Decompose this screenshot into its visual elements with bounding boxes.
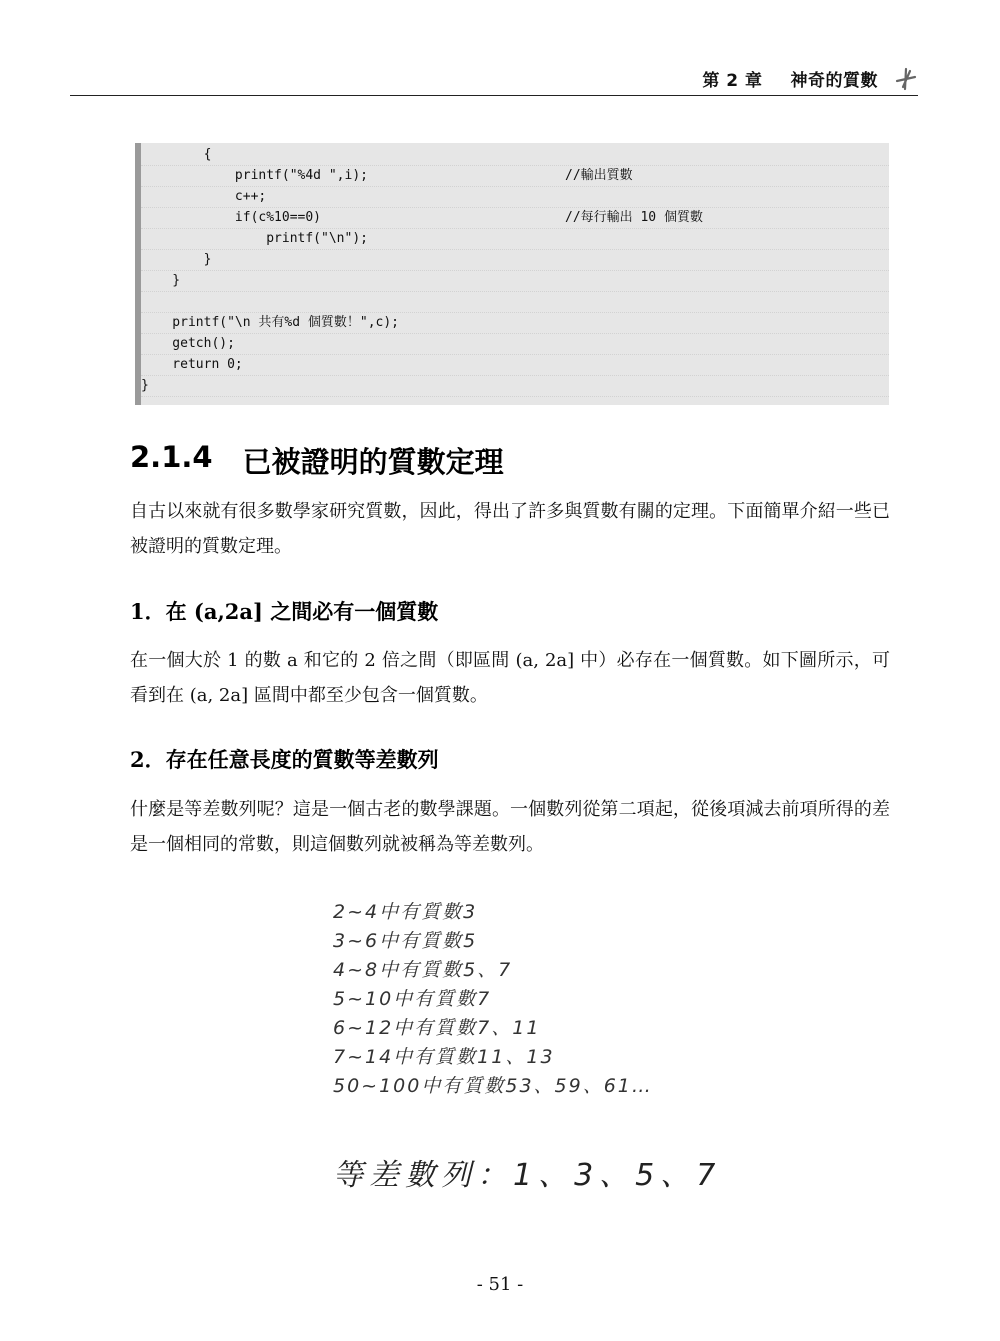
- code-line: printf("\n");: [141, 229, 889, 250]
- section-number: 2.1.4: [130, 440, 213, 474]
- handwritten-line: 5~10中有質數7: [333, 988, 492, 1010]
- theorem2-heading: 2．存在任意長度的質數等差數列: [130, 747, 439, 772]
- chapter-label: 第 2 章: [702, 71, 763, 91]
- section-heading: [130, 440, 504, 481]
- code-line: getch();: [141, 334, 889, 355]
- code-line: if(c%10==0) //每行輸出 10 個質數: [141, 208, 889, 229]
- code-line: }: [141, 271, 889, 292]
- theorem2-paragraph: 什麼是等差數列呢？這是一個古老的數學課題。一個數列從第二項起，從後項減去前項所得的差是一個相同的常數，則這個數列就被稱為等差數列。: [130, 799, 890, 855]
- section-title: 已被證明的質數定理: [242, 445, 504, 479]
- handwritten-sequence: 等差數列：1、3、5、7: [333, 1158, 722, 1193]
- code-line: }: [141, 376, 889, 397]
- handwritten-prime-list: [333, 898, 653, 1101]
- code-line: c++;: [141, 187, 889, 208]
- header-divider: [70, 95, 918, 96]
- theorem1-paragraph: 在一個大於 1 的數 a 和它的 2 倍之間（即區間 (a, 2a] 中）必存在一個質數。如下圖所示，可看到在 (a, 2a] 區間中都至少包含一個質數。: [130, 650, 890, 706]
- code-line: [141, 292, 889, 313]
- arrow-star-icon: [894, 67, 918, 91]
- code-line: printf("%4d ",i); //輸出質數: [141, 166, 889, 187]
- handwritten-line: 4~8中有質數5、7: [333, 959, 513, 981]
- page-number: - 51 -: [476, 1274, 524, 1295]
- running-header: [702, 66, 918, 91]
- code-line: }: [141, 250, 889, 271]
- handwritten-line: 3~6中有質數5: [333, 930, 478, 952]
- code-line: printf("\n 共有%d 個質數！",c);: [141, 313, 889, 334]
- code-listing: [135, 143, 889, 405]
- code-line: {: [141, 145, 889, 166]
- theorem1-heading: 1．在 (a,2a] 之間必有一個質數: [130, 599, 439, 624]
- code-comment: //輸出質數: [565, 168, 633, 183]
- handwritten-line: 50~100中有質數53、59、61…: [333, 1075, 653, 1097]
- chapter-title: 神奇的質數: [790, 71, 878, 91]
- handwritten-line: 2~4中有質數3: [333, 901, 478, 923]
- code-line: return 0;: [141, 355, 889, 376]
- handwritten-line: 7~14中有質數11、13: [333, 1046, 555, 1068]
- code-comment: //每行輸出 10 個質數: [565, 210, 703, 225]
- handwritten-line: 6~12中有質數7、11: [333, 1017, 541, 1039]
- intro-paragraph: 自古以來就有很多數學家研究質數，因此，得出了許多與質數有關的定理。下面簡單介紹一些已被證明的質數定理。: [130, 501, 890, 557]
